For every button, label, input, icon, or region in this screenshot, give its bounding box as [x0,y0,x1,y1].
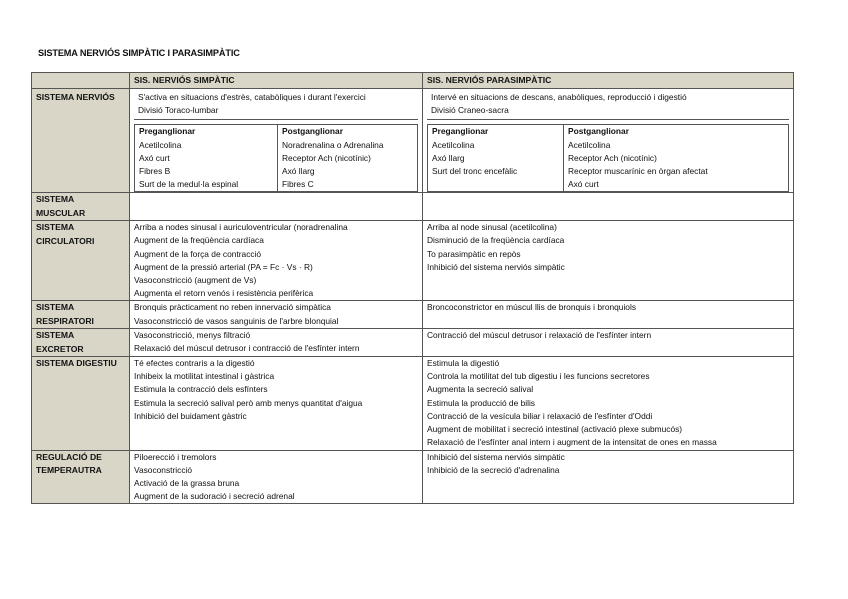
text-line: Augment de la sudoració i secreció adrenal [134,491,295,502]
row-digestive-system [32,357,794,450]
text-line: Relaxació del múscul detrusor i contracció de l'esfínter intern [134,343,360,354]
parasympathetic-postganglionar [564,125,789,192]
text-line: Vasoconstricció, menys filtració [134,330,251,341]
row-excretory-system [32,329,794,357]
header-sympathetic: SIS. NERVIÓS SIMPÀTIC [130,73,423,89]
row-label-line: REGULACIÓ DE [36,451,102,462]
row-label-line: SISTEMA [36,330,75,341]
header-row [32,73,794,89]
header-parasympathetic: SIS. NERVIÓS PARASIMPÀTIC [423,73,794,89]
cell-muscular-sympathetic [130,193,423,221]
subheading: Postganglionar [282,126,343,137]
text-line: Disminució de la freqüència cardíaca [427,235,565,246]
row-nervous-system [32,89,794,193]
sympathetic-intro [134,89,418,120]
text-line: Estimula la secreció salival però amb menys quantitat d'aigua [134,397,363,408]
subheading: Postganglionar [568,126,629,137]
cell-circulatory-parasympathetic [423,221,794,301]
row-label-line: EXCRETOR [36,343,84,354]
cell-respiratory-parasympathetic [423,301,794,329]
text-line: Receptor Ach (nicotínic) [568,152,657,163]
parasympathetic-intro [427,89,789,120]
text-line: Axó curt [139,152,170,163]
subheading: Preganglionar [432,126,489,137]
text-line: Vasoconstricció [134,464,193,475]
row-label-line: MUSCULAR [36,207,86,218]
text-line: Axó llarg [432,152,465,163]
text-line: Surt de la medul·la espinal [139,179,239,190]
cell-nervous-sympathetic [130,89,423,193]
text-line: Augment de la força de contracció [134,248,262,259]
text-line: S'activa en situacions d'estrès, catabòliques i durant l'exercici [138,92,366,102]
text-line: Vasoconstricció de vasos sanguinis de l'arbre blonquial [134,315,339,326]
text-line: Augment de mobilitat i secreció intestinal (activació plexe submucós) [427,424,683,435]
text-line: Activació de la grassa bruna [134,477,240,488]
text-line: Estimula la digestió [427,358,500,369]
text-line: Broncoconstrictor en múscul llis de bronquis i bronquiols [427,302,637,313]
text-line: Augmenta el retorn venós i resistència perifèrica [134,288,314,299]
row-label-respiratory [32,301,130,329]
row-label-nervous [32,89,130,193]
text-line: Inhibició del sistema nerviós simpàtic [427,451,565,462]
row-label-temperature [32,450,130,504]
row-label-line: SISTEMA [36,302,75,313]
text-line: Acetilcolina [139,139,182,150]
comparison-table [31,72,794,504]
row-temperature-regulation [32,450,794,504]
row-muscular-system [32,193,794,221]
row-label-line: CIRCULATORI [36,235,95,246]
text-line: Fibres B [139,166,171,177]
row-label-excretory [32,329,130,357]
text-line: Contracció del múscul detrusor i relaxació de l'esfínter intern [427,330,652,341]
text-line: Inhibeix la motilitat intestinal i gàstrica [134,371,275,382]
text-line: Té efectes contraris a la digestió [134,358,255,369]
row-label-line: SISTEMA [36,194,75,205]
text-line: Receptor muscarínic en òrgan afectat [568,166,708,177]
row-label-digestive [32,357,130,450]
text-line: Arriba al node sinusal (acetilcolina) [427,222,557,233]
text-line: Inhibició del buidament gàstric [134,410,247,421]
sympathetic-postganglionar [278,125,418,192]
text-line: Intervé en situacions de descans, anabòliques, reproducció i digestió [431,92,687,102]
cell-digestive-sympathetic [130,357,423,450]
row-label-circulatory [32,221,130,301]
sympathetic-preganglionar [135,125,278,192]
cell-temperature-parasympathetic [423,450,794,504]
text-line: Axó curt [568,179,599,190]
cell-muscular-parasympathetic [423,193,794,221]
text-line: To parasimpàtic en repòs [427,248,521,259]
text-line: Acetilcolina [568,139,611,150]
document-title: SISTEMA NERVIÓS SIMPÀTIC I PARASIMPÀTIC [38,48,240,58]
text-line: Divisió Craneo-sacra [431,105,509,116]
subheading: Preganglionar [139,126,196,137]
header-corner [32,73,130,89]
text-line: Bronquis pràcticament no reben innervació simpàtica [134,302,331,313]
text-line: Noradrenalina o Adrenalina [282,139,384,150]
cell-respiratory-sympathetic [130,301,423,329]
row-label-line: RESPIRATORI [36,315,94,326]
text-line: Augment de la freqüència cardíaca [134,235,264,246]
cell-nervous-parasympathetic [423,89,794,193]
cell-excretory-sympathetic [130,329,423,357]
text-line: Controla la motilitat del tub digestiu i les funcions secretores [427,371,650,382]
cell-digestive-parasympathetic [423,357,794,450]
row-label-line: SISTEMA [36,222,75,233]
text-line: Surt del tronc encefàlic [432,166,518,177]
text-line: Estimula la contracció dels esfínters [134,384,268,395]
text-line: Estimula la producció de bilis [427,397,535,408]
text-line: Contracció de la vesícula biliar i relaxació de l'esfínter d'Oddi [427,410,653,421]
text-line: Relaxació de l'esfínter anal intern i augment de la intensitat de ones en massa [427,437,717,448]
text-line: Arriba a nodes sinusal i auriculoventricular (noradrenalina [134,222,348,233]
parasympathetic-preganglionar [428,125,564,192]
text-line: Acetilcolina [432,139,475,150]
text-line: Vasoconstricció (augment de Vs) [134,275,257,286]
row-label-line: TEMPERAUTRA [36,464,102,475]
row-label-muscular [32,193,130,221]
text-line: Receptor Ach (nicotínic) [282,152,371,163]
cell-temperature-sympathetic [130,450,423,504]
text-line: Piloerecció i tremolors [134,451,217,462]
text-line: Augment de la pressió arterial (PA = Fc · Vs · R) [134,261,313,272]
text-line: Divisió Toraco-lumbar [138,105,219,116]
text-line: Inhibició de la secreció d'adrenalina [427,464,560,475]
row-circulatory-system [32,221,794,301]
cell-circulatory-sympathetic [130,221,423,301]
parasympathetic-neuron-grid [427,124,789,192]
row-label-line: SISTEMA NERVIÓS [36,92,115,102]
text-line: Inhibició del sistema nerviós simpàtic [427,261,565,272]
cell-excretory-parasympathetic [423,329,794,357]
sympathetic-neuron-grid [134,124,418,192]
text-line: Augmenta la secreció salival [427,384,534,395]
row-respiratory-system [32,301,794,329]
row-label-line: SISTEMA DIGESTIU [36,358,117,369]
text-line: Axó llarg [282,166,315,177]
text-line: Fibres C [282,179,314,190]
